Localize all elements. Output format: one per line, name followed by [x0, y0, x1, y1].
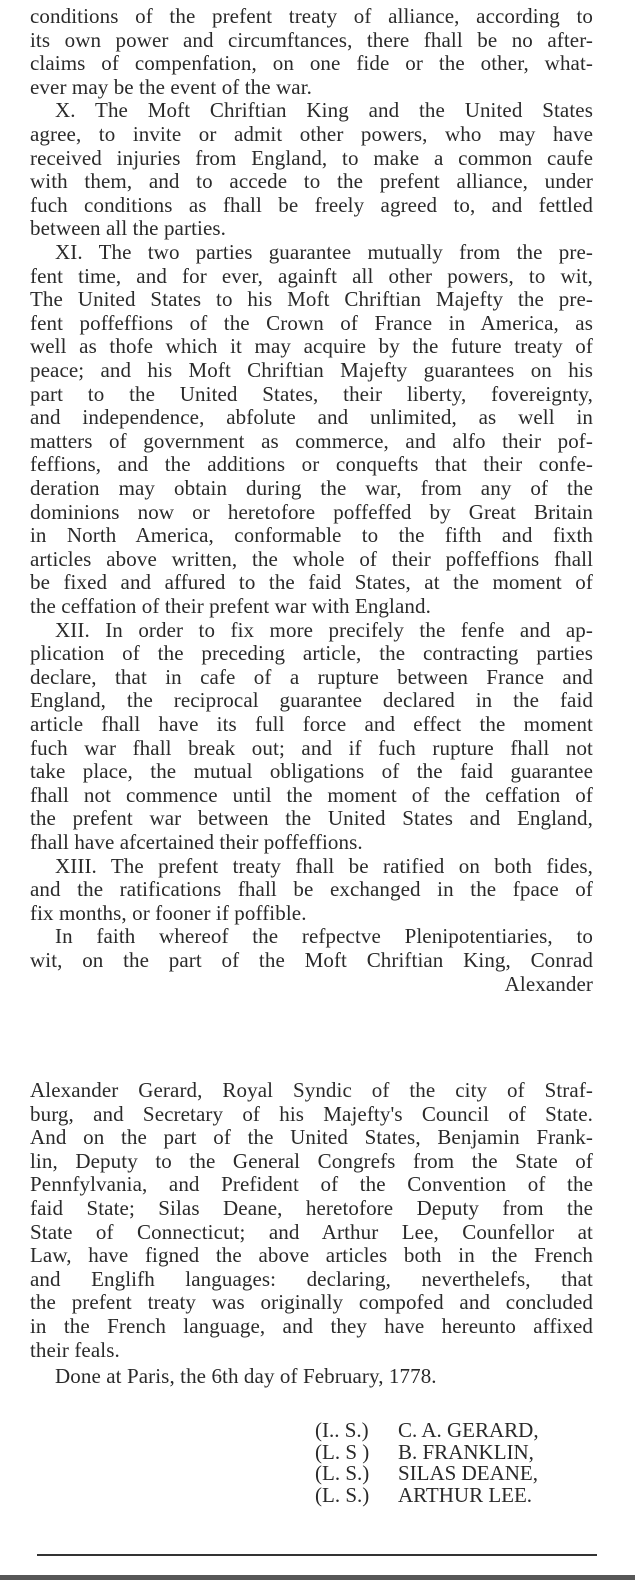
text-line: plication of the preceding article, the contracting parties — [30, 641, 593, 666]
text-line: be fixed and affured to the faid States, at the moment of — [30, 570, 593, 595]
text-line: and the ratifications fhall be exchanged in the fpace of — [30, 877, 593, 902]
text-line: fent poffeffions of the Crown of France in America, as — [30, 310, 593, 335]
text-line-right-aligned: Alexander — [504, 971, 593, 996]
text-line: State of Connecticut; and Arthur Lee, Counfellor at — [30, 1219, 593, 1244]
text-line: in the French language, and they have hereunto affixed — [30, 1314, 593, 1338]
text-line: and Englifh languages: declaring, neverthelefs, that — [30, 1266, 593, 1291]
text-line: XI. The two parties guarantee mutually from the pre- — [55, 240, 593, 264]
text-line: fuch conditions as fhall be freely agreed to, and fettled — [30, 192, 593, 217]
signature-row — [315, 1463, 615, 1485]
text-line: lin, Deputy to the General Congrefs from the State of — [30, 1148, 593, 1173]
text-line: And on the part of the United States, Benjamin Frank- — [30, 1125, 593, 1150]
seal-mark: (L. S ) — [315, 1439, 370, 1464]
date-line: Done at Paris, the 6th day of February, 1778. — [55, 1364, 437, 1389]
text-line: declare, that in cafe of a rupture between France and — [30, 664, 593, 689]
text-line: the ceffation of their prefent war with England. — [30, 594, 431, 618]
text-line: fuch war fhall break out; and if fuch rupture fhall not — [30, 735, 593, 760]
text-line: deration may obtain during the war, from any of the — [30, 476, 593, 500]
text-line: Law, have figned the above articles both in the French — [30, 1243, 593, 1268]
text-line: the prefent war between the United States and England, — [30, 806, 593, 831]
text-line: fhall have afcertained their poffeffions. — [30, 830, 363, 854]
signatory-name: SILAS DEANE, — [398, 1461, 538, 1485]
signature-block — [315, 1420, 615, 1506]
text-line: England, the reciprocal guarantee declared in the faid — [30, 688, 593, 713]
seal-mark: (I.. S.) — [315, 1418, 369, 1442]
signature-row — [315, 1482, 615, 1507]
text-line: faid State; Silas Deane, heretofore Deputy from the — [30, 1196, 593, 1220]
text-line: The United States to his Moft Chriftian Majefty the pre- — [30, 287, 593, 312]
text-line: Alexander Gerard, Royal Syndic of the city of Straf- — [30, 1078, 593, 1102]
text-line: conditions of the prefent treaty of alliance, according to — [30, 4, 593, 28]
signature-row — [315, 1420, 615, 1442]
text-line: received injuries from England, to make a common caufe — [30, 145, 593, 170]
seal-mark: (L. S.) — [315, 1461, 370, 1485]
text-line: In faith whereof the refpectve Plenipotentiaries, to — [55, 924, 593, 949]
signature-row — [315, 1439, 615, 1464]
text-line: article fhall have its full force and effect the moment — [30, 712, 593, 736]
seal-mark: (L. S.) — [315, 1482, 370, 1507]
text-line: and independence, abfolute and unlimited, as well in — [30, 405, 593, 430]
text-line: take place, the mutual obligations of the faid guarantee — [30, 759, 593, 784]
text-line: peace; and his Moft Chriftian Majefty guarantees on his — [30, 358, 593, 382]
text-line: XIII. The prefent treaty fhall be ratified on both fides, — [55, 853, 593, 878]
signatory-name: C. A. GERARD, — [398, 1418, 539, 1442]
text-line: with them, and to accede to the prefent alliance, under — [30, 169, 593, 194]
text-line: fhall not commence until the moment of the ceffation of — [30, 782, 593, 807]
text-line: feffions, and the additions or conquefts that their confe- — [30, 452, 593, 477]
text-line: part to the United States, their liberty, fovereignty, — [30, 381, 593, 406]
text-line: fix months, or fooner if poffible. — [30, 900, 307, 925]
text-line: X. The Moft Chriftian King and the United States — [55, 98, 593, 123]
text-line: burg, and Secretary of his Majefty's Council of State. — [30, 1101, 593, 1126]
text-line: agree, to invite or admit other powers, who may have — [30, 122, 593, 146]
signatory-name: B. FRANKLIN, — [398, 1439, 534, 1464]
text-line: well as thofe which it may acquire by the future treaty of — [30, 334, 593, 359]
text-line: dominions now or heretofore poffeffed by Great Britain — [30, 499, 593, 524]
text-line: the prefent treaty was originally compofed and concluded — [30, 1290, 593, 1315]
text-line: Pennfylvania, and Prefident of the Convention of the — [30, 1172, 593, 1197]
text-line: ever may be the event of the war. — [30, 74, 313, 99]
text-line: fent time, and for ever, againft all other powers, to wit, — [30, 263, 593, 288]
horizontal-rule — [37, 1554, 597, 1556]
text-line: its own power and circumftances, there fhall be no after- — [30, 27, 593, 52]
text-line: XII. In order to fix more precifely the fenfe and ap- — [55, 617, 593, 642]
text-line: between all the parties. — [30, 216, 226, 241]
signatory-name: ARTHUR LEE. — [398, 1482, 533, 1507]
text-line: wit, on the part of the Moft Chriftian King, Conrad — [30, 948, 593, 972]
text-line: articles above written, the whole of their poffeffions fhall — [30, 546, 593, 571]
text-line: claims of compenfation, on one fide or the other, what- — [30, 51, 593, 76]
text-line: in North America, conformable to the fifth and fixth — [30, 523, 593, 548]
bottom-edge-bar — [0, 1575, 635, 1580]
text-line: their feals. — [30, 1337, 120, 1362]
text-line: matters of government as commerce, and alfo their pof- — [30, 428, 593, 453]
